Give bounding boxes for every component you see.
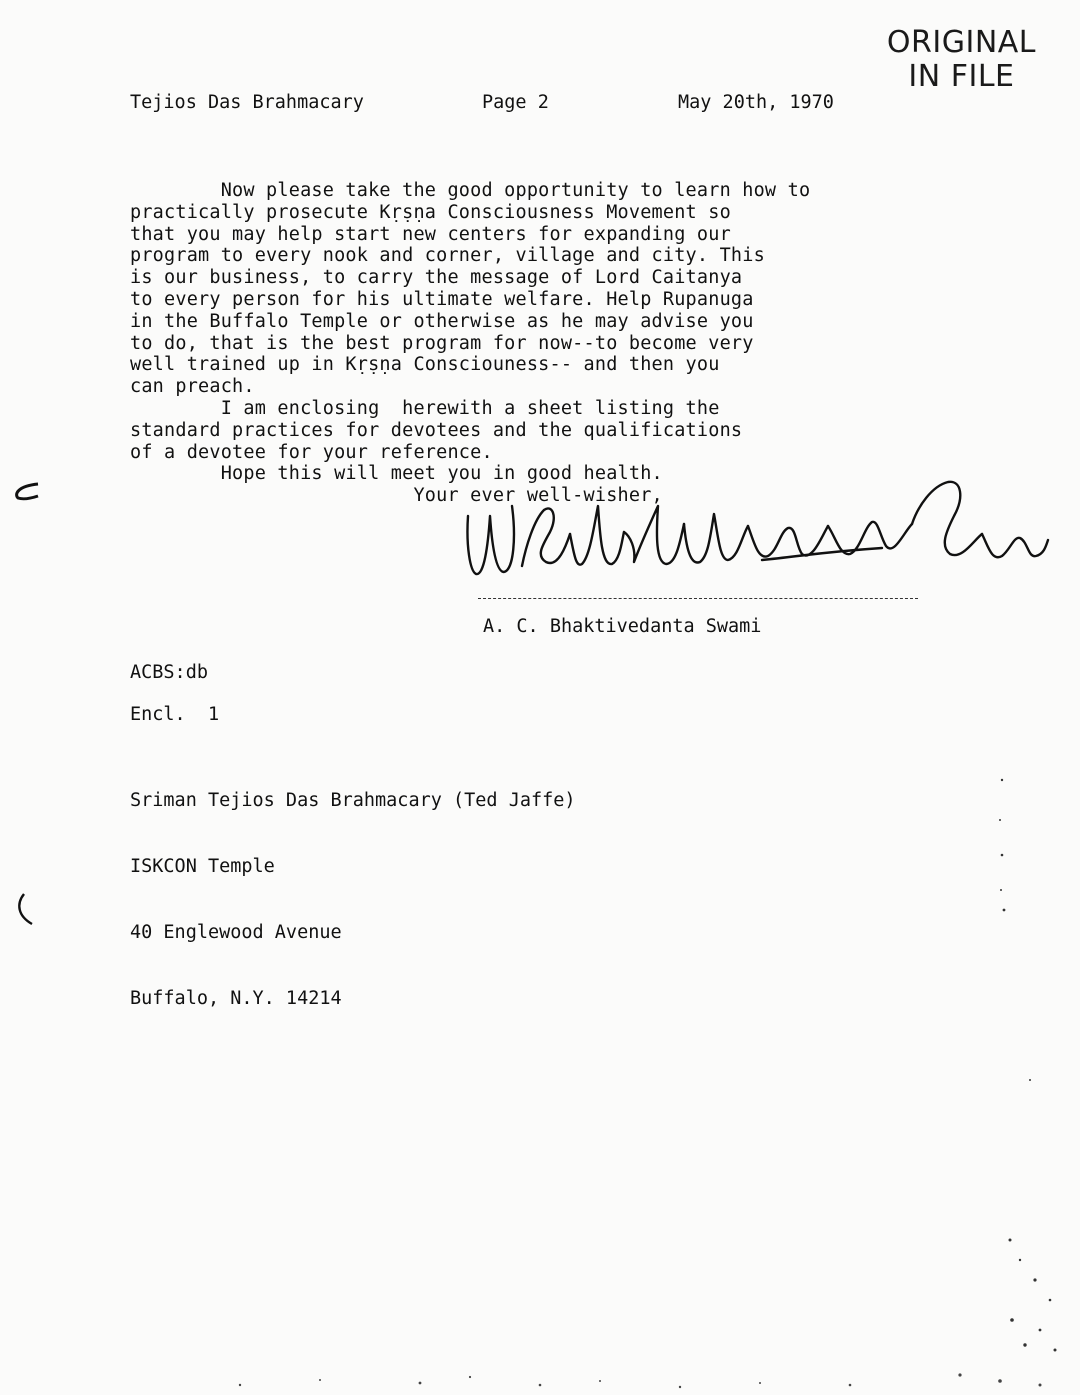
body-line: is our business, to carry the message of Lord Caitanya xyxy=(130,267,743,289)
body-line: of a devotee for your reference. xyxy=(130,441,493,463)
signer-name: A. C. Bhaktivedanta Swami xyxy=(483,616,762,637)
original-in-file-stamp xyxy=(887,26,1036,94)
closing-line: Your ever well-wisher, xyxy=(130,485,663,507)
header-page-number: Page 2 xyxy=(482,92,549,113)
body-line: in the Buffalo Temple or otherwise as he may advise you xyxy=(130,310,754,332)
body-line: program to every nook and corner, village and city. This xyxy=(130,245,765,267)
copy-noise-bottom xyxy=(0,1325,1080,1395)
address-line: Buffalo, N.Y. 14214 xyxy=(130,988,342,1009)
body-line: well trained up in Kṛṣṇa Consciouness-- and then you xyxy=(130,354,720,376)
header-recipient: Tejios Das Brahmacary xyxy=(130,92,364,113)
margin-hole-mark xyxy=(8,478,48,508)
recipient-address xyxy=(130,746,576,1054)
body-line: to every person for his ultimate welfare. Help Rupanuga xyxy=(130,288,754,310)
handwritten-signature xyxy=(462,476,1052,606)
body-line: that you may help start new centers for expanding our xyxy=(130,223,731,245)
stamp-line-2: IN FILE xyxy=(908,59,1015,94)
typist-initials: ACBS:db xyxy=(130,662,208,683)
body-line: practically prosecute Kṛṣṇa Consciousness Movement so xyxy=(130,201,731,223)
body-line: can preach. xyxy=(130,376,255,398)
margin-hole-mark xyxy=(10,890,40,930)
letter-body xyxy=(130,180,950,507)
letter-header xyxy=(130,92,910,118)
address-line: ISKCON Temple xyxy=(130,856,275,877)
enclosure-note: Encl. 1 xyxy=(130,704,220,725)
header-date: May 20th, 1970 xyxy=(678,92,834,113)
signature-line xyxy=(478,598,918,599)
body-line: Hope this will meet you in good health. xyxy=(130,463,663,485)
address-line: Sriman Tejios Das Brahmacary (Ted Jaffe) xyxy=(130,790,576,811)
body-line: Now please take the good opportunity to learn how to xyxy=(130,180,811,201)
address-line: 40 Englewood Avenue xyxy=(130,922,342,943)
body-line: standard practices for devotees and the qualifications xyxy=(130,419,743,441)
stamp-line-1: ORIGINAL xyxy=(886,25,1036,60)
body-line: to do, that is the best program for now--to become very xyxy=(130,332,754,354)
copy-noise-right xyxy=(990,760,1070,1360)
body-line: I am enclosing herewith a sheet listing the xyxy=(130,397,720,419)
